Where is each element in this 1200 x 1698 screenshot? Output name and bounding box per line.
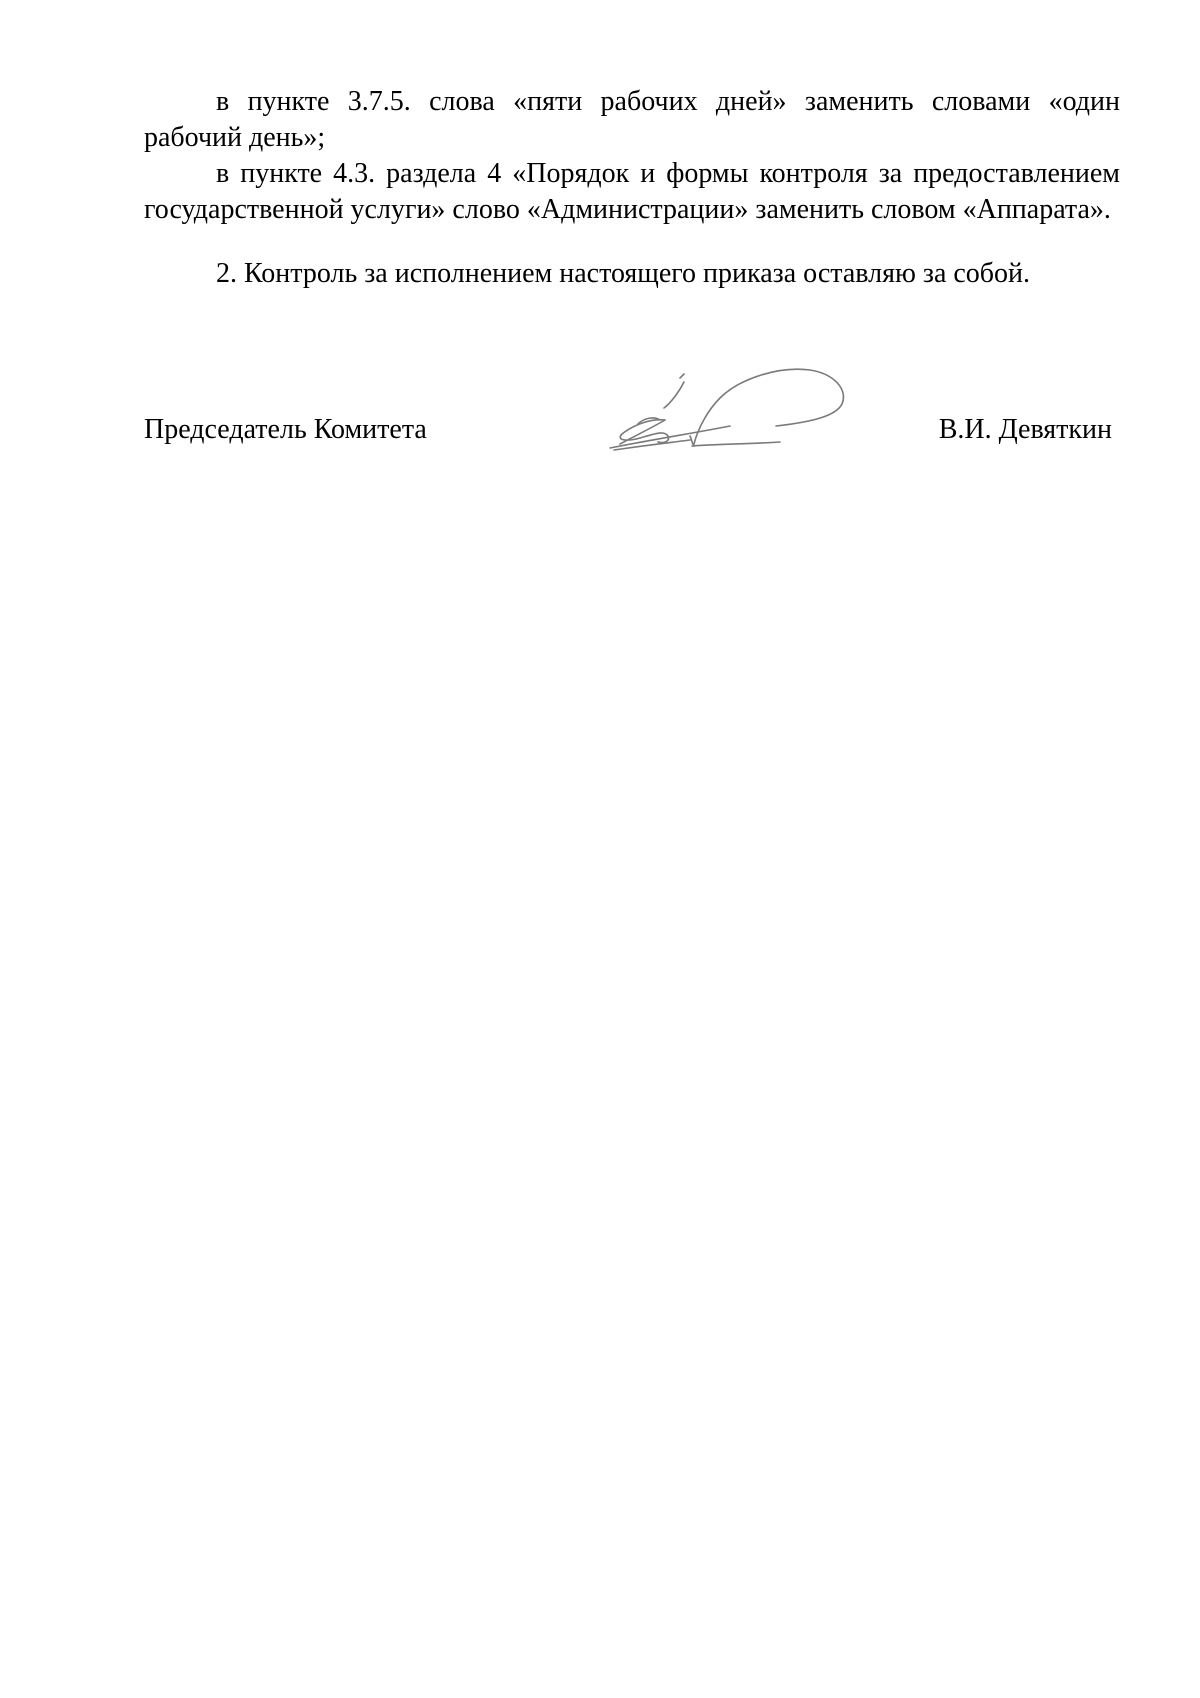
signatory-name: В.И. Девяткин	[938, 414, 1112, 445]
signatory-position: Председатель Комитета	[144, 414, 427, 445]
signature-block	[144, 360, 1120, 470]
paragraph-item-4-3: в пункте 4.3. раздела 4 «Порядок и формы контроля за предоставлением государственной услуги» слово «Администрации» заменить словом «Аппарата».	[144, 158, 1120, 225]
handwritten-signature-icon	[580, 360, 860, 460]
paragraph-control-clause: 2. Контроль за исполнением настоящего приказа оставляю за собой.	[216, 258, 1031, 289]
paragraph-item-3-7-5: в пункте 3.7.5. слова «пяти рабочих дней» заменить словами «один рабочий день»;	[144, 86, 1120, 153]
document-body	[144, 84, 1120, 292]
